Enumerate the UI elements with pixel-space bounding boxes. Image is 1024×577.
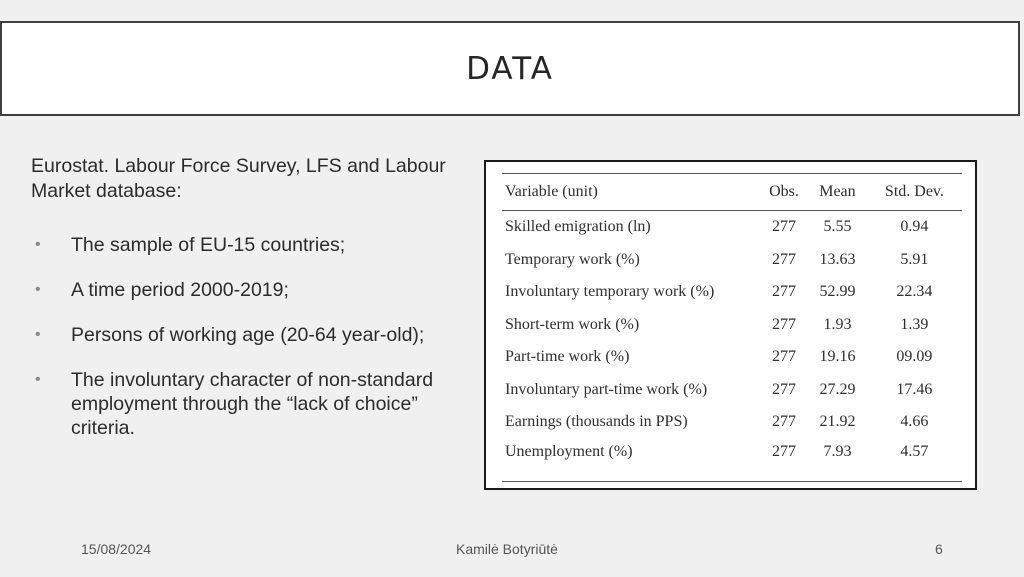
cell-variable: Skilled emigration (ln) [505,218,651,236]
cell-mean: 7.93 [808,439,867,482]
title-bar [0,21,1020,116]
table-row [502,374,962,407]
cell-variable: Unemployment (%) [502,439,760,482]
intro-text: Eurostat. Labour Force Survey, LFS and Labour Market database: [31,155,446,202]
cell-mean: 19.16 [819,348,856,366]
cell-obs: 277 [772,283,797,301]
cell-variable: Temporary work (%) [505,250,640,268]
table-row [502,341,962,374]
cell-variable: Short-term work (%) [505,315,640,333]
footer-author: Kamilė Botyriūtė [456,541,558,557]
cell-std-dev: 22.34 [896,283,933,301]
bullet-text: A time period 2000-2019; [71,279,289,301]
slide-title: DATA [466,50,554,87]
cell-obs: 277 [772,380,797,398]
statistics-table-frame [484,160,977,490]
cell-std-dev: 17.46 [896,380,933,398]
bullet-item [31,233,451,257]
cell-mean: 5.55 [823,218,852,236]
cell-obs: 277 [772,315,797,333]
cell-mean: 27.29 [819,380,856,398]
table-row [502,211,962,244]
bullet-icon: • [35,326,41,343]
bullet-text: The involuntary character of non-standard employment through the “lack of choice” criteria. [71,369,434,439]
cell-mean: 52.99 [819,283,856,301]
cell-mean: 1.93 [823,315,852,333]
cell-std-dev: 4.66 [900,413,929,431]
cell-std-dev: 0.94 [900,218,929,236]
cell-obs: 277 [772,413,797,431]
bullet-icon: • [35,236,41,253]
cell-variable: Part-time work (%) [505,348,630,366]
table-row [502,244,962,277]
cell-std-dev: 1.39 [900,315,929,333]
column-header-obs: Obs. [760,174,808,211]
descriptive-statistics-table [502,173,962,482]
cell-variable: Earnings (thousands in PPS) [505,413,688,431]
table-row [502,406,962,439]
bullet-text: The sample of EU-15 countries; [71,234,346,256]
column-header-variable: Variable (unit) [502,174,760,211]
column-header-mean: Mean [808,174,867,211]
table-row [502,439,962,482]
cell-obs: 277 [760,439,808,482]
cell-variable: Involuntary part-time work (%) [505,380,708,398]
cell-mean: 21.92 [819,413,856,431]
cell-variable: Involuntary temporary work (%) [505,283,715,301]
bullet-item [31,278,451,302]
page-number: 6 [935,541,943,557]
cell-std-dev: 09.09 [896,348,933,366]
bullet-text: Persons of working age (20-64 year-old); [71,324,425,346]
cell-std-dev: 4.57 [867,439,962,482]
cell-mean: 13.63 [819,250,856,268]
bullet-list [31,233,451,461]
footer-date: 15/08/2024 [81,541,152,557]
bullet-item [31,323,451,347]
table-row [502,276,962,309]
table-header-row [502,174,962,211]
column-header-std-dev: Std. Dev. [867,174,962,211]
cell-obs: 277 [772,348,797,366]
bullet-icon: • [35,371,41,388]
bullet-icon: • [35,281,41,298]
cell-obs: 277 [772,250,797,268]
table-row [502,309,962,342]
bullet-item [31,368,451,440]
cell-std-dev: 5.91 [900,250,929,268]
cell-obs: 277 [772,218,797,236]
